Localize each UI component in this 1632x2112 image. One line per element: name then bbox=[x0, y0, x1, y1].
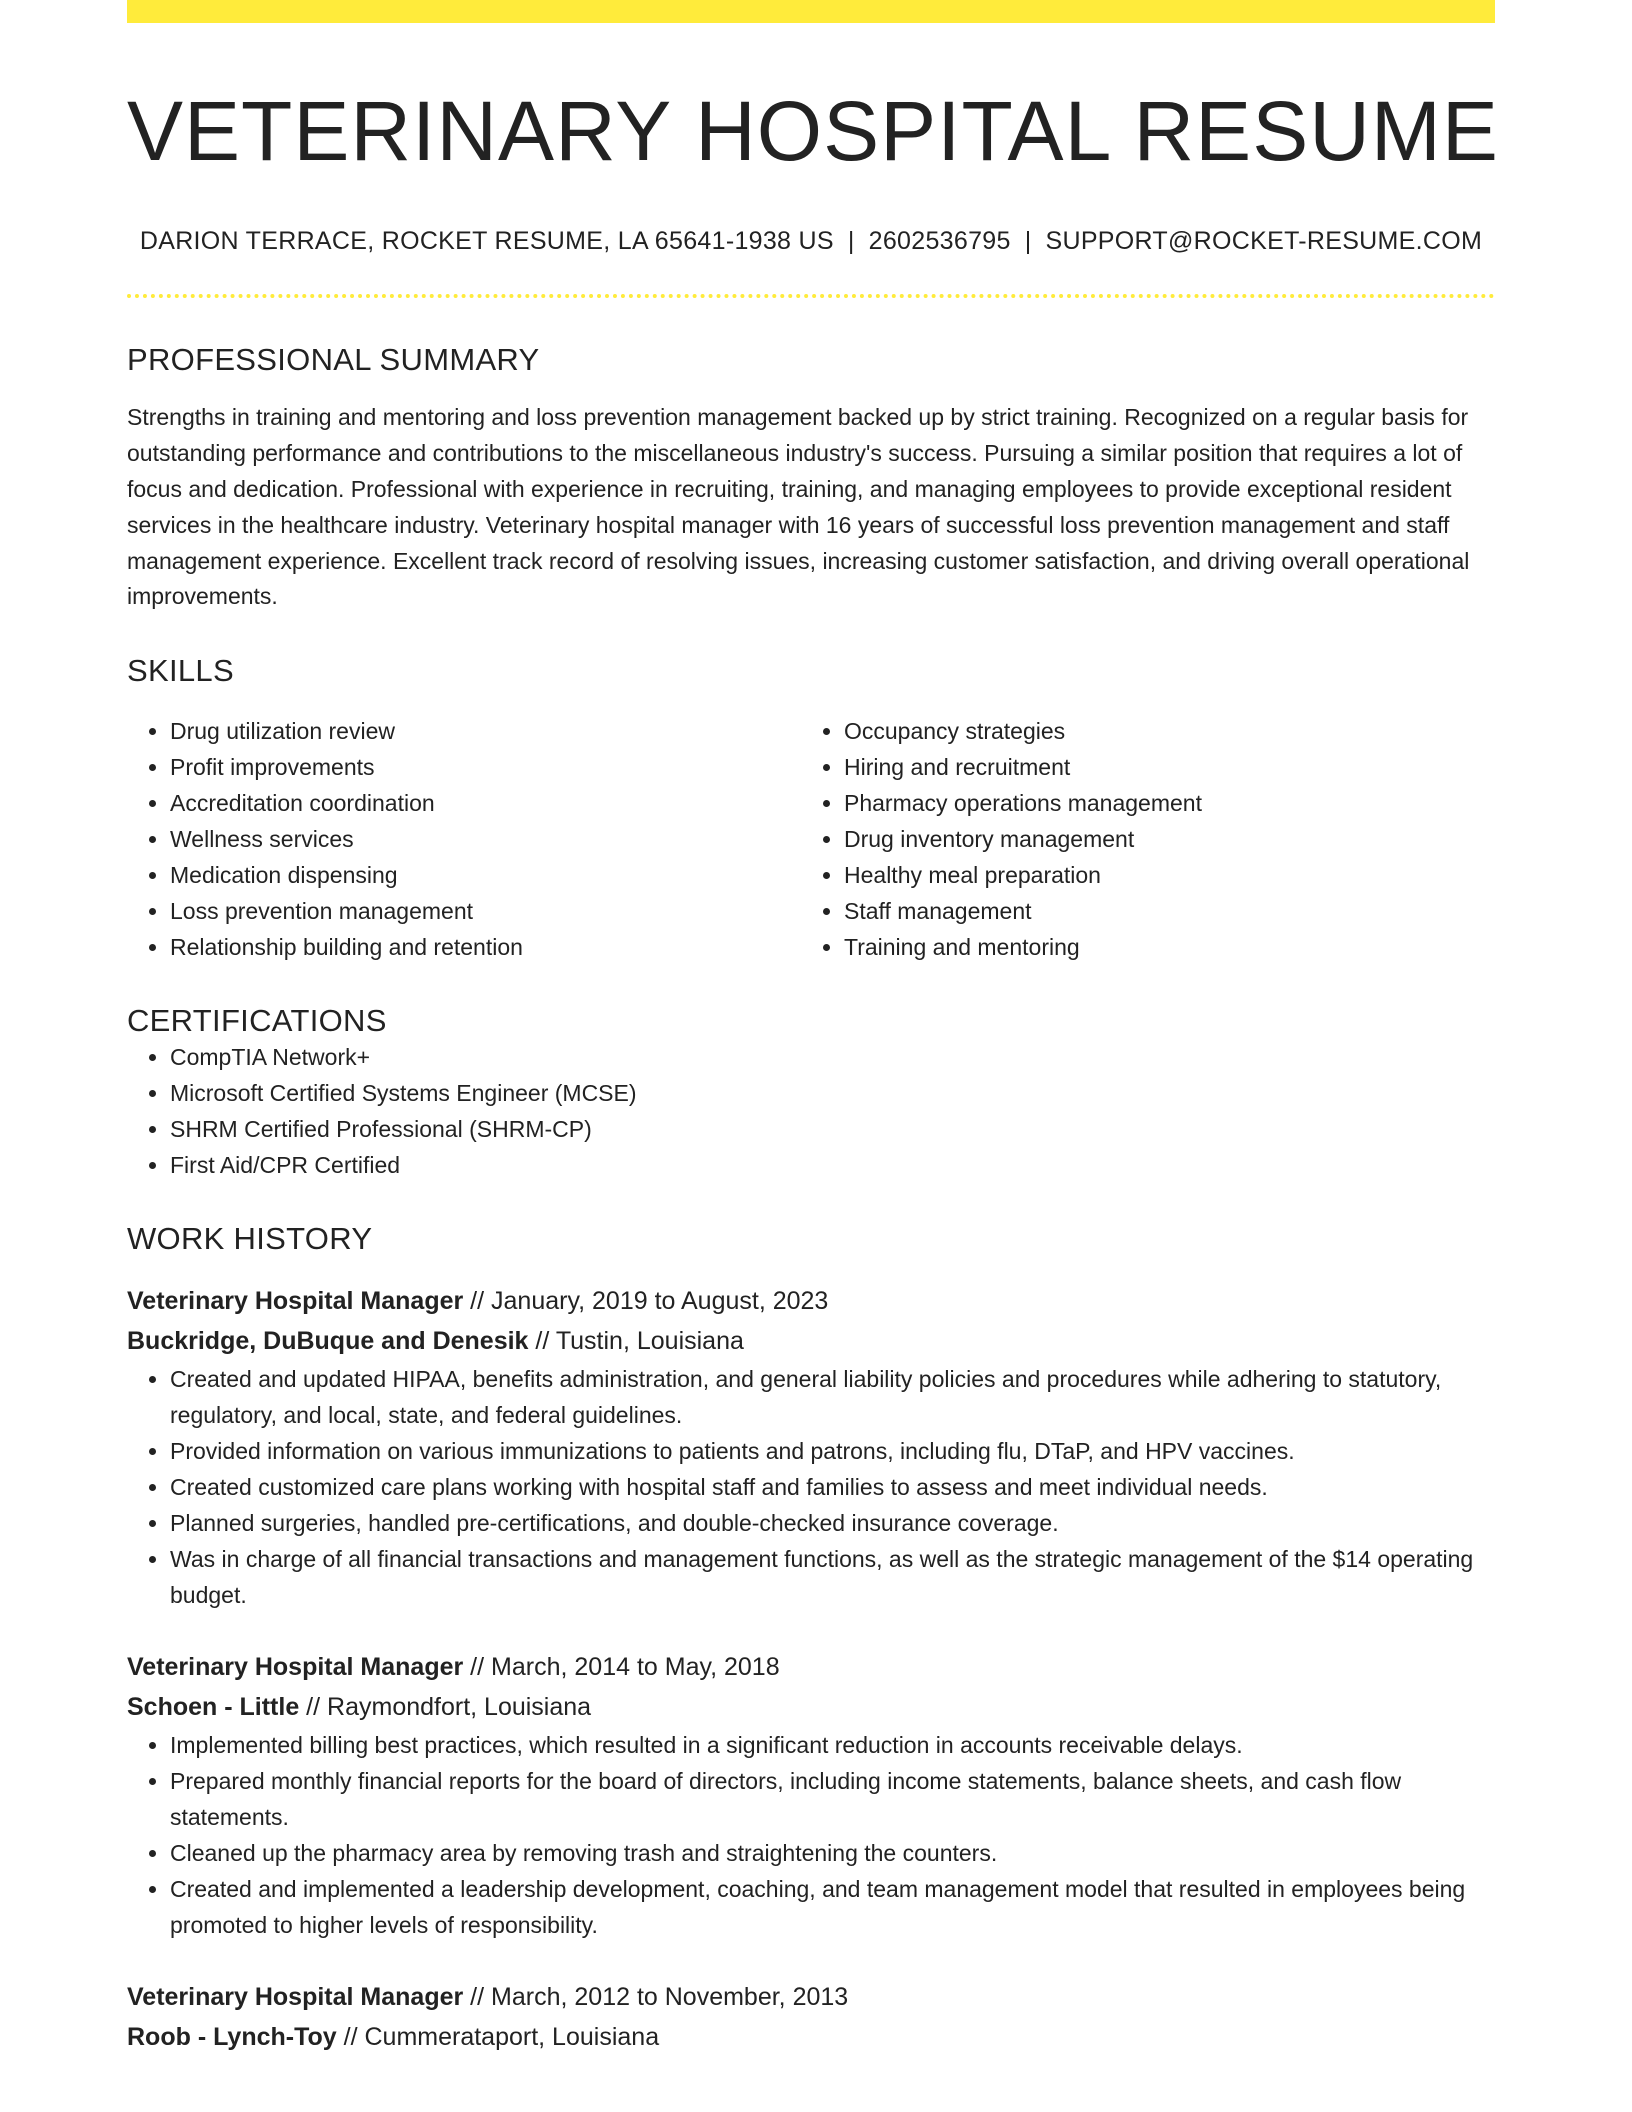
skill-item: • Medication dispensing bbox=[170, 857, 801, 893]
certification-item: • Microsoft Certified Systems Engineer (MCSE) bbox=[170, 1075, 1495, 1111]
contact-address: DARION TERRACE, ROCKET RESUME, LA 65641-1938 US bbox=[139, 227, 834, 256]
job-bullets bbox=[127, 1361, 1495, 1613]
skill-item: • Accreditation coordination bbox=[170, 785, 801, 821]
skills-columns bbox=[127, 713, 1495, 965]
job-separator: // bbox=[463, 1287, 492, 1316]
summary-text: Strengths in training and mentoring and loss prevention management backed up by strict training. Recognized on a regular basis for outstanding performance and contributions to the miscellaneous industry's success. Pursuing a similar position that requires a lot of focus and dedication. Professional with experience in recruiting, training, and managing employees to provide exceptional resident services in the healthcare industry. Veterinary hospital manager with 16 years of successful loss prevention management and staff management experience. Excellent track record of resolving issues, increasing customer satisfaction, and driving overall operational improvements. bbox=[127, 404, 1470, 610]
contact-email: SUPPORT@ROCKET-RESUME.COM bbox=[1045, 227, 1483, 256]
job-entry bbox=[127, 1647, 1495, 1943]
certification-item: • CompTIA Network+ bbox=[170, 1039, 1495, 1075]
job-location: Raymondfort, Louisiana bbox=[327, 1693, 592, 1722]
skills-list-left bbox=[127, 713, 801, 965]
job-bullet: • Provided information on various immunizations to patients and patrons, including flu, DTaP, and HPV vaccines. bbox=[170, 1433, 1495, 1469]
resume-title: VETERINARY HOSPITAL RESUME bbox=[127, 84, 1499, 178]
skill-item: • Pharmacy operations management bbox=[844, 785, 1475, 821]
skill-item: • Staff management bbox=[844, 893, 1475, 929]
skills-column-right bbox=[801, 713, 1475, 965]
job-bullet: • Cleaned up the pharmacy area by removing trash and straightening the counters. bbox=[170, 1835, 1495, 1871]
job-bullet: • Created and updated HIPAA, benefits administration, and general liability policies and procedures while adhering to statutory, regulatory, and local, state, and federal guidelines. bbox=[170, 1361, 1495, 1433]
job-title: Veterinary Hospital Manager bbox=[127, 1983, 464, 2012]
skill-item: • Wellness services bbox=[170, 821, 801, 857]
skill-item: • Drug utilization review bbox=[170, 713, 801, 749]
dotted-divider bbox=[127, 294, 1495, 298]
job-dates: March, 2012 to November, 2013 bbox=[491, 1983, 849, 2012]
job-bullet: • Prepared monthly financial reports for the board of directors, including income statements, balance sheets, and cash flow statements. bbox=[170, 1763, 1495, 1835]
job-location: Tustin, Louisiana bbox=[555, 1327, 744, 1356]
skill-item: • Relationship building and retention bbox=[170, 929, 801, 965]
skill-item: • Training and mentoring bbox=[844, 929, 1475, 965]
job-company: Schoen - Little bbox=[127, 1693, 300, 1722]
certifications-heading: CERTIFICATIONS bbox=[127, 1003, 387, 1039]
job-company-line bbox=[127, 2017, 1495, 2057]
skill-item: • Hiring and recruitment bbox=[844, 749, 1475, 785]
skills-list-right bbox=[801, 713, 1475, 965]
job-bullet: • Was in charge of all financial transactions and management functions, as well as the strategic management of the $14 operating budget. bbox=[170, 1541, 1495, 1613]
job-entry bbox=[127, 1977, 1495, 2057]
job-location: Cummerataport, Louisiana bbox=[364, 2023, 660, 2052]
job-bullet: • Implemented billing best practices, which resulted in a significant reduction in accounts receivable delays. bbox=[170, 1727, 1495, 1763]
certification-item: • SHRM Certified Professional (SHRM-CP) bbox=[170, 1111, 1495, 1147]
job-bullet: • Created and implemented a leadership development, coaching, and team management model that resulted in employees being promoted to higher levels of responsibility. bbox=[170, 1871, 1495, 1943]
job-separator: // bbox=[528, 1327, 556, 1356]
job-company-line bbox=[127, 1321, 1495, 1361]
job-bullet: • Created customized care plans working with hospital staff and families to assess and meet individual needs. bbox=[170, 1469, 1495, 1505]
job-separator: // bbox=[336, 2023, 365, 2052]
certification-item: • First Aid/CPR Certified bbox=[170, 1147, 1495, 1183]
job-separator: // bbox=[463, 1653, 492, 1682]
contact-separator: | bbox=[1024, 227, 1032, 256]
job-title: Veterinary Hospital Manager bbox=[127, 1287, 464, 1316]
contact-phone: 2602536795 bbox=[868, 227, 1011, 256]
job-separator: // bbox=[299, 1693, 328, 1722]
job-bullets bbox=[127, 1727, 1495, 1943]
skill-item: • Drug inventory management bbox=[844, 821, 1475, 857]
job-separator: // bbox=[463, 1983, 492, 2012]
job-company-line bbox=[127, 1687, 1495, 1727]
skill-item: • Healthy meal preparation bbox=[844, 857, 1475, 893]
job-company: Buckridge, DuBuque and Denesik bbox=[127, 1327, 529, 1356]
resume-page bbox=[127, 0, 1499, 2057]
contact-line bbox=[127, 227, 1495, 256]
skill-item: • Profit improvements bbox=[170, 749, 801, 785]
skills-column-left bbox=[127, 713, 801, 965]
job-title: Veterinary Hospital Manager bbox=[127, 1653, 464, 1682]
certifications-list bbox=[127, 1039, 1495, 1183]
job-bullet: • Planned surgeries, handled pre-certifications, and double-checked insurance coverage. bbox=[170, 1505, 1495, 1541]
job-company: Roob - Lynch-Toy bbox=[127, 2023, 337, 2052]
job-title-line bbox=[127, 1647, 1495, 1687]
top-accent-bar bbox=[127, 0, 1495, 23]
job-title-line bbox=[127, 1977, 1495, 2017]
skill-item: • Occupancy strategies bbox=[844, 713, 1475, 749]
skills-heading: SKILLS bbox=[127, 653, 234, 689]
summary-heading: PROFESSIONAL SUMMARY bbox=[127, 342, 540, 378]
job-title-line bbox=[127, 1281, 1495, 1321]
job-dates: March, 2014 to May, 2018 bbox=[491, 1653, 780, 1682]
contact-separator: | bbox=[847, 227, 855, 256]
job-entry bbox=[127, 1281, 1495, 1613]
skill-item: • Loss prevention management bbox=[170, 893, 801, 929]
work-history-heading: WORK HISTORY bbox=[127, 1221, 373, 1257]
job-dates: January, 2019 to August, 2023 bbox=[491, 1287, 829, 1316]
